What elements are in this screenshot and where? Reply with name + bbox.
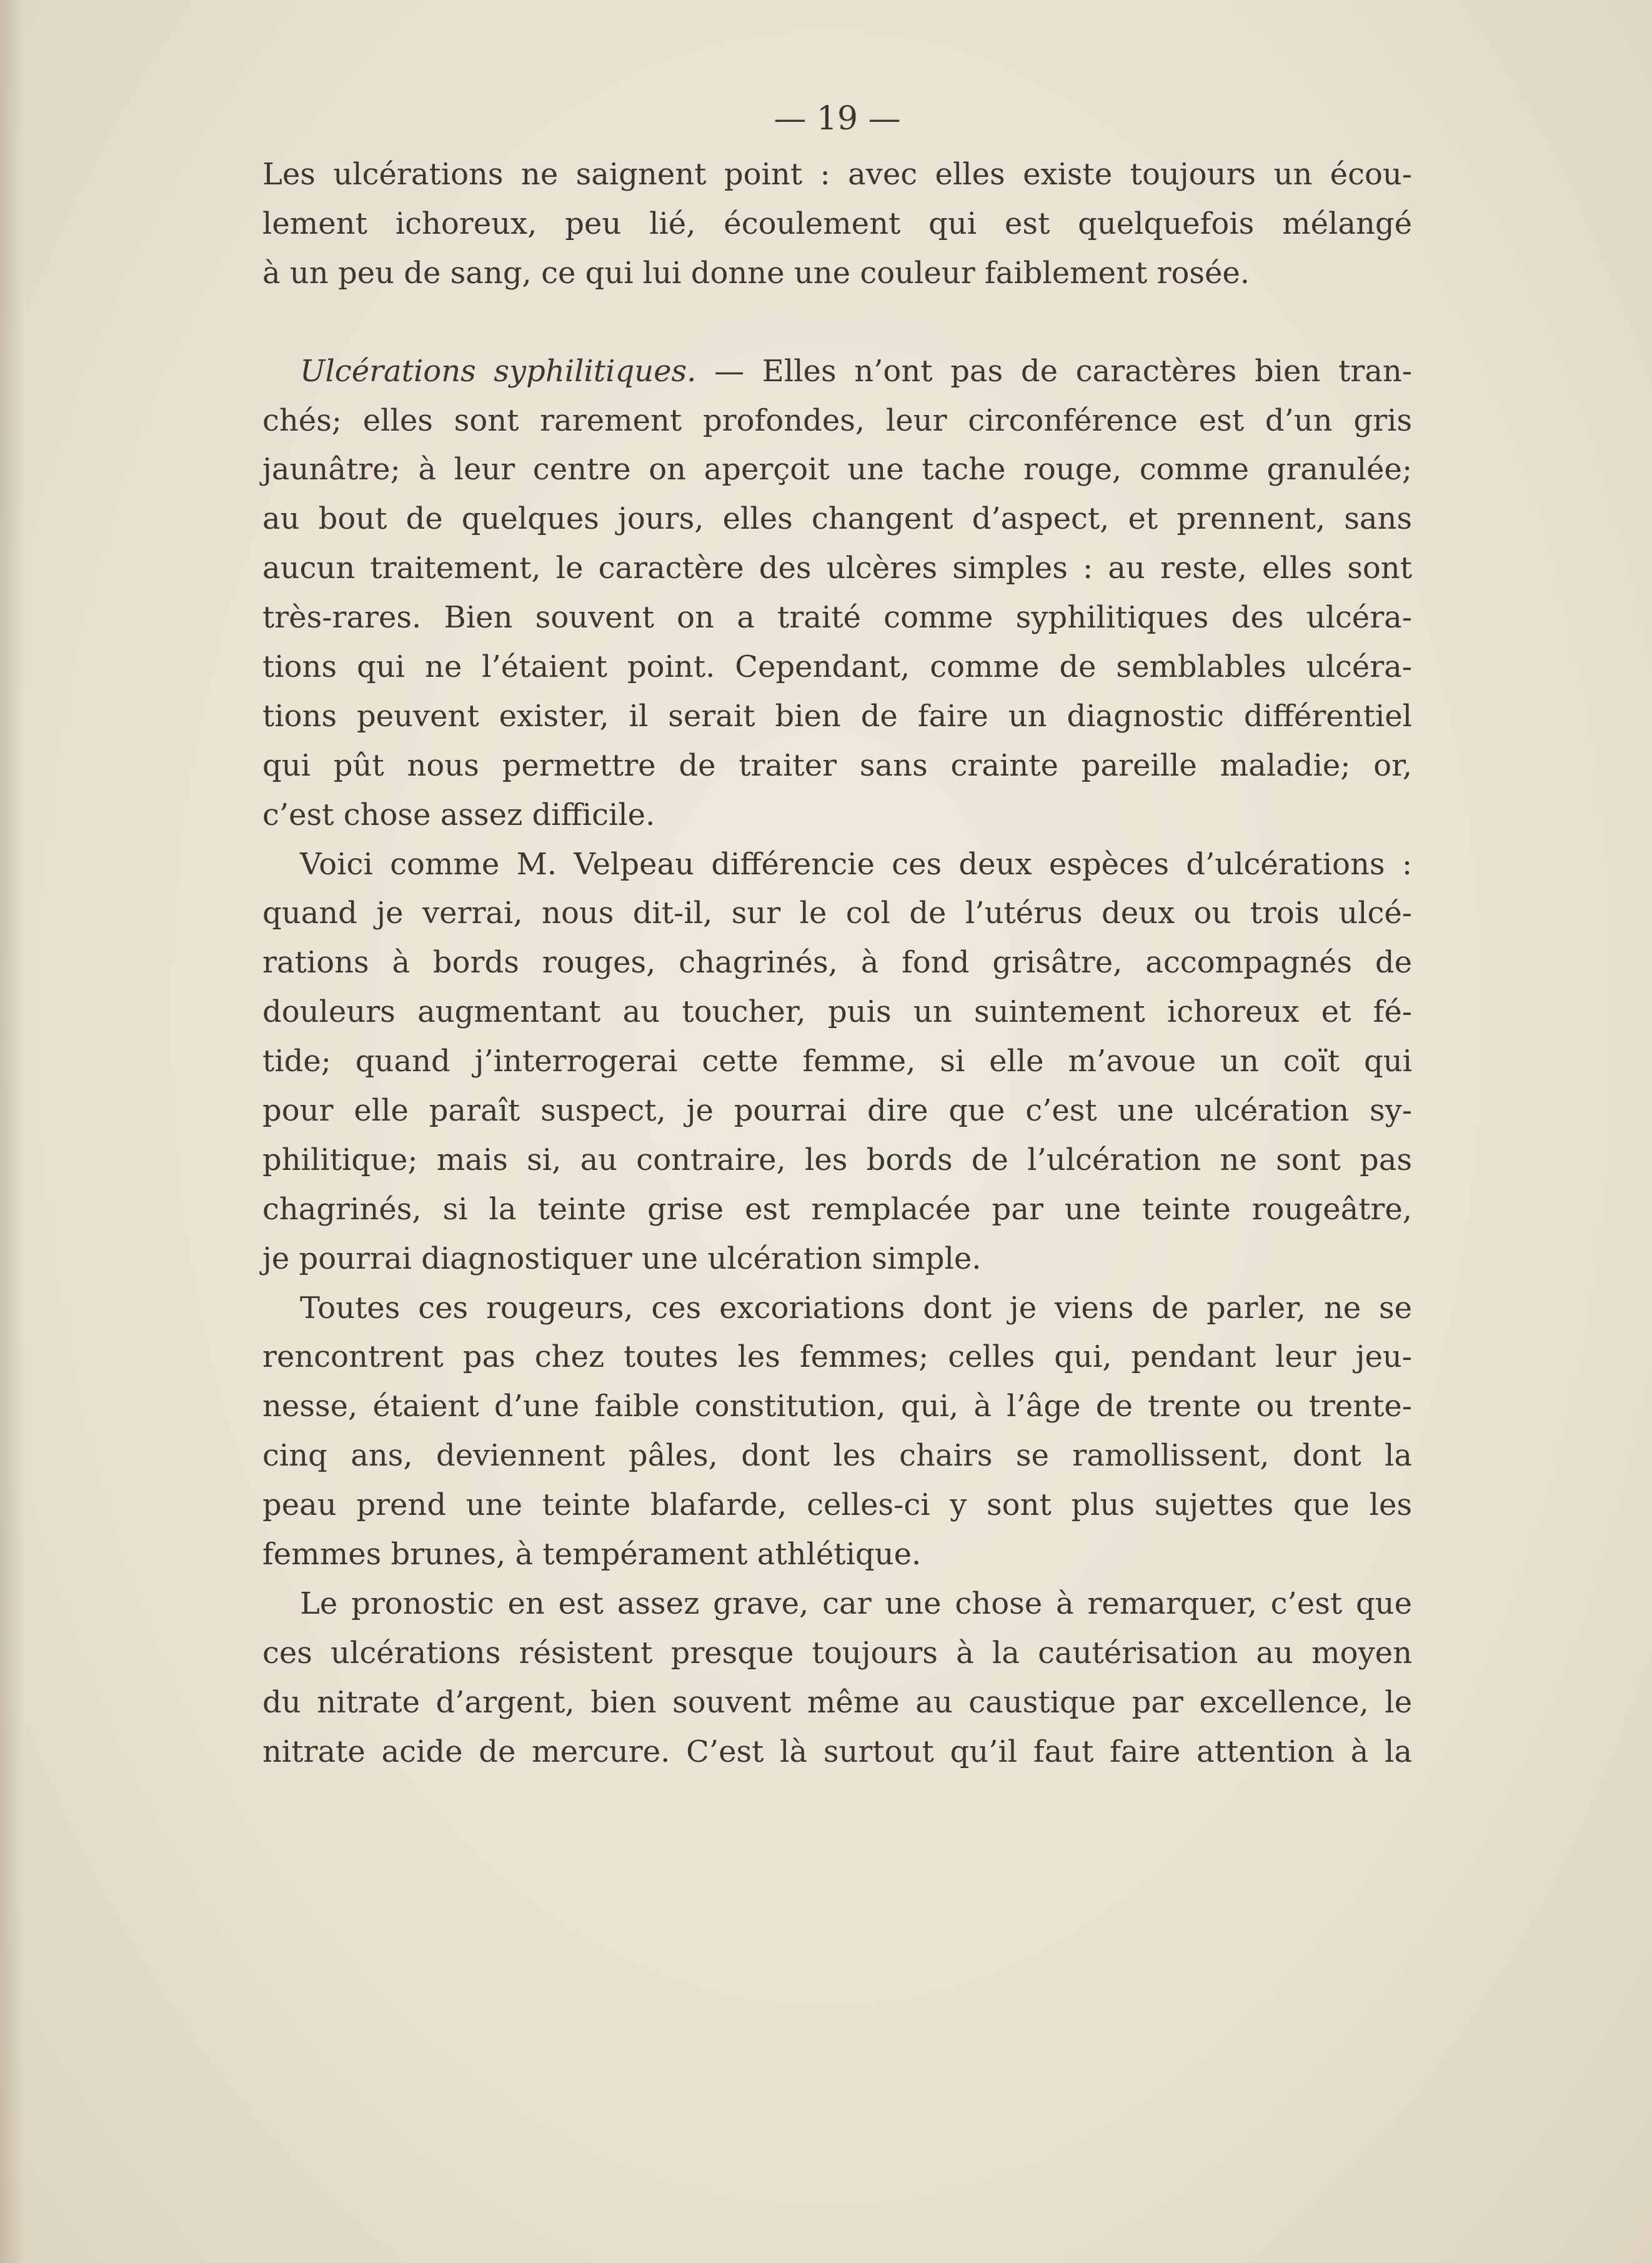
text-line: cinq ans, deviennent pâles, dont les chairs se ramollissent, dont la	[262, 1438, 1412, 1474]
text-line: pour elle paraît suspect, je pourrai dire que c’est une ulcération sy-	[262, 1093, 1412, 1129]
text-run: — Elles n’ont pas de caractères bien tran-	[696, 353, 1413, 389]
text-line: Les ulcérations ne saignent point : avec elles existe toujours un écou-	[262, 157, 1412, 192]
page-number: — 19 —	[774, 100, 901, 137]
text-line: rencontrent pas chez toutes les femmes; celles qui, pendant leur jeu-	[262, 1339, 1412, 1375]
text-line: tide; quand j’interrogerai cette femme, si elle m’avoue un coït qui	[262, 1044, 1412, 1079]
text-line: ces ulcérations résistent presque toujours à la cautérisation au moyen	[262, 1635, 1412, 1671]
text-line: nesse, étaient d’une faible constitution, qui, à l’âge de trente ou trente-	[262, 1389, 1412, 1424]
text-line: chés; elles sont rarement profondes, leur circonférence est d’un gris	[262, 402, 1412, 438]
text-line	[262, 347, 1412, 396]
paragraph	[262, 1284, 1412, 1579]
text-line: femmes brunes, à tempérament athlétique.	[262, 1537, 922, 1572]
text-line: tions peuvent exister, il serait bien de faire un diagnostic différentiel	[262, 698, 1412, 734]
text-line: tions qui ne l’étaient point. Cependant, comme de semblables ulcéra-	[262, 649, 1412, 685]
text-line: très-rares. Bien souvent on a traité comme syphilitiques des ulcéra-	[262, 600, 1412, 636]
section-heading: Ulcérations syphilitiques.	[300, 353, 697, 389]
text-line: chagrinés, si la teinte grise est remplacée par une teinte rougeâtre,	[262, 1191, 1412, 1227]
paragraph	[262, 150, 1412, 298]
text-block	[262, 94, 1412, 1777]
text-line: à un peu de sang, ce qui lui donne une couleur faiblement rosée.	[262, 255, 1250, 291]
text-line: lement ichoreux, peu lié, écoulement qui est quelquefois mélangé	[262, 206, 1412, 241]
paragraph	[262, 1579, 1412, 1777]
text-line: au bout de quelques jours, elles changent d’aspect, et prennent, sans	[262, 501, 1412, 537]
text-line: quand je verrai, nous dit-il, sur le col de l’utérus deux ou trois ulcé-	[262, 896, 1412, 931]
text-line: qui pût nous permettre de traiter sans crainte pareille maladie; or,	[262, 747, 1412, 783]
paragraph	[262, 840, 1412, 1284]
text-line: Le pronostic en est assez grave, car une chose à remarquer, c’est que	[300, 1586, 1412, 1621]
text-line: c’est chose assez difficile.	[262, 797, 655, 832]
text-line: philitique; mais si, au contraire, les bords de l’ulcération ne sont pas	[262, 1142, 1412, 1177]
text-line: Voici comme M. Velpeau différencie ces deux espèces d’ulcérations :	[300, 846, 1412, 882]
paragraph	[262, 347, 1412, 840]
text-line: jaunâtre; à leur centre on aperçoit une tache rouge, comme granulée;	[262, 452, 1412, 487]
text-line: du nitrate d’argent, bien souvent même au caustique par excellence, le	[262, 1684, 1412, 1720]
text-line: je pourrai diagnostiquer une ulcération simple.	[262, 1241, 982, 1276]
text-line: aucun traitement, le caractère des ulcères simples : au reste, elles sont	[262, 551, 1412, 586]
text-line: rations à bords rouges, chagrinés, à fond grisâtre, accompagnés de	[262, 945, 1412, 981]
text-line: douleurs augmentant au toucher, puis un suintement ichoreux et fé-	[262, 994, 1412, 1030]
text-line: peau prend une teinte blafarde, celles-ci y sont plus sujettes que les	[262, 1487, 1412, 1523]
text-line: Toutes ces rougeurs, ces excoriations dont je viens de parler, ne se	[300, 1290, 1412, 1326]
text-line: nitrate acide de mercure. C’est là surtout qu’il faut faire attention à la	[262, 1734, 1412, 1769]
page-edge-shadow	[0, 0, 25, 2263]
paragraph-gap	[262, 298, 1412, 347]
